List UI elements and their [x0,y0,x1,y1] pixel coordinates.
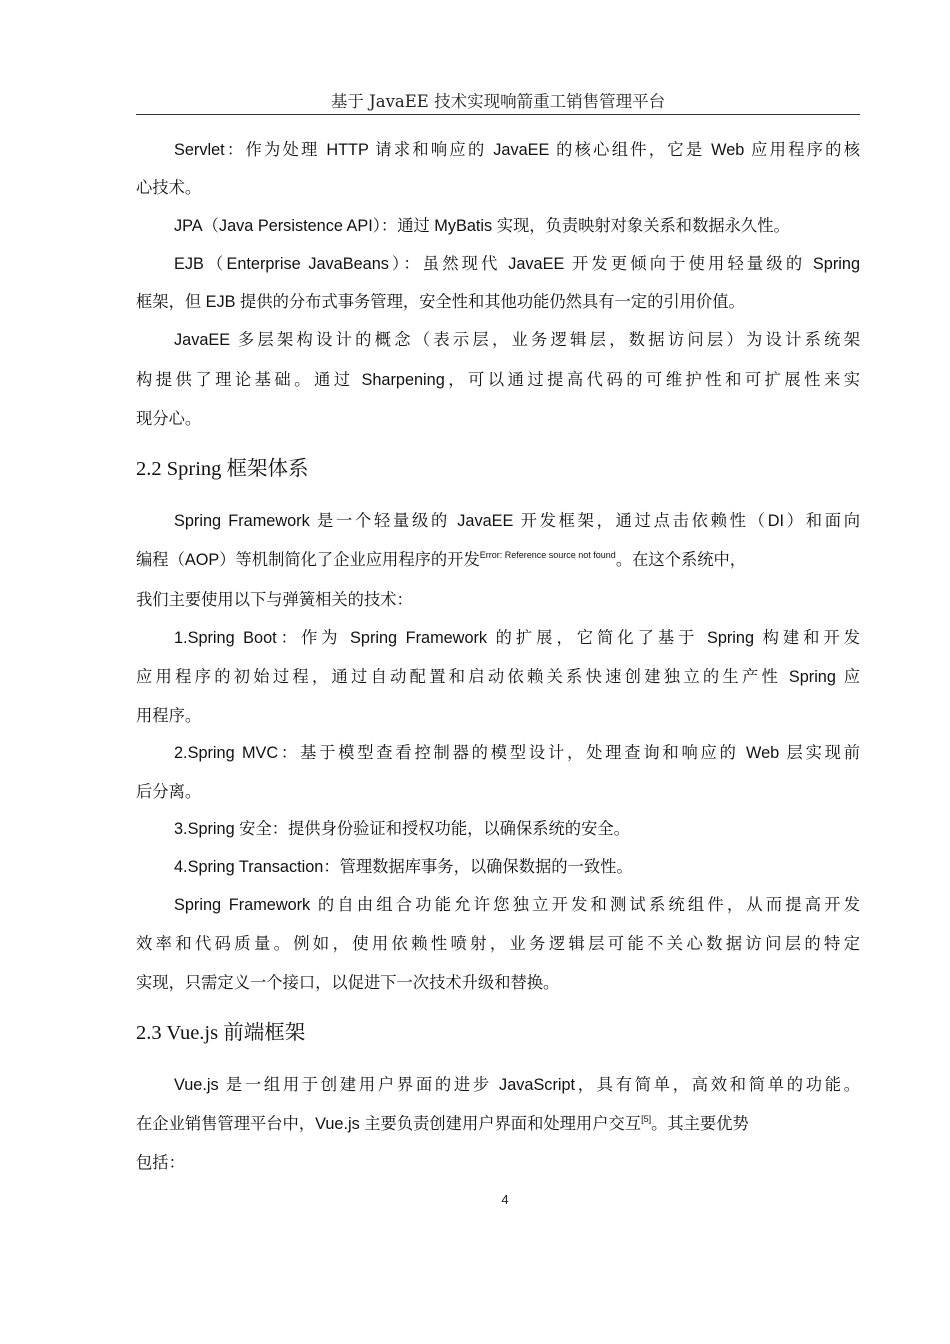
reference-error-citation[interactable]: Error: Reference source not found [479,550,616,560]
citation-5[interactable]: [5] [641,1114,652,1124]
vue-text-end: 。其主要优势 [651,1115,749,1133]
spring-closing-line-2: 效率和代码质量。例如，使用依赖性喷射，业务逻辑层可能不关心数据访问层的特定 [136,935,860,953]
page-number: 4 [501,1192,509,1207]
paragraph-servlet-line-2: 心技术。 [136,179,202,197]
spring-closing-line-1: Spring Framework 的自由组合功能允许您独立开发和测试系统组件，从而提高开发 [174,896,860,914]
vue-line-1: Vue.js 是一组用于创建用户界面的进步 JavaScript，具有简单，高效和简单的功能。 [174,1076,860,1094]
paragraph-layers-line-3: 现分心。 [136,410,202,428]
spring-intro-line-3: 我们主要使用以下与弹簧相关的技术： [136,591,413,609]
spring-transaction-line: 4.Spring Transaction：管理数据库事务，以确保数据的一致性。 [174,858,633,876]
spring-intro-line-2 [136,548,860,572]
spring-mvc-line-1: 2.Spring MVC：基于模型查看控制器的模型设计，处理查询和响应的 Web 层实现前 [174,744,860,762]
paragraph-layers-line-1: JavaEE 多层架构设计的概念（表示层，业务逻辑层，数据访问层）为设计系统架 [174,331,860,349]
spring-security-line: 3.Spring 安全：提供身份验证和授权功能，以确保系统的安全。 [174,820,630,838]
running-header: 基于 JavaEE 技术实现响箭重工销售管理平台 [330,92,666,111]
paragraph-layers-line-2: 构提供了理论基础。通过 Sharpening，可以通过提高代码的可维护性和可扩展性来实 [136,371,860,389]
paragraph-ejb-line-2: 框架，但 EJB 提供的分布式事务管理，安全性和其他功能仍然具有一定的引用价值。 [136,293,745,311]
spring-boot-line-3: 用程序。 [136,707,202,725]
paragraph-ejb-line-1: EJB（Enterprise JavaBeans）：虽然现代 JavaEE 开发更倾向于使用轻量级的 Spring [174,255,860,273]
spring-intro-text-end: 。在这个系统中， [615,551,747,569]
spring-mvc-line-2: 后分离。 [136,783,202,801]
paragraph-servlet-line-1: Servlet：作为处理 HTTP 请求和响应的 JavaEE 的核心组件，它是 Web 应用程序的核 [174,141,860,159]
spring-intro-text: 编程（AOP）等机制简化了企业应用程序的开发 [136,551,480,569]
vue-text: 在企业销售管理平台中，Vue.js 主要负责创建用户界面和处理用户交互 [136,1115,642,1133]
spring-boot-line-2: 应用程序的初始过程，通过自动配置和启动依赖关系快速创建独立的生产性 Spring 应 [136,668,860,686]
spring-closing-line-3: 实现，只需定义一个接口，以促进下一次技术升级和替换。 [136,974,560,992]
spring-boot-line-1: 1.Spring Boot：作为 Spring Framework 的扩展，它简化了基于 Spring 构建和开发 [174,629,860,647]
vue-line-3: 包括： [136,1154,185,1172]
section-heading-2-3: 2.3 Vue.js 前端框架 [136,1022,306,1044]
spring-intro-line-1: Spring Framework 是一个轻量级的 JavaEE 开发框架，通过点击依赖性（DI）和面向 [174,512,860,530]
section-heading-2-2: 2.2 Spring 框架体系 [136,458,309,480]
vue-line-2 [136,1112,860,1136]
paragraph-jpa-line-1: JPA（Java Persistence API）：通过 MyBatis 实现，负责映射对象关系和数据永久性。 [174,217,790,235]
header-divider [136,114,860,115]
